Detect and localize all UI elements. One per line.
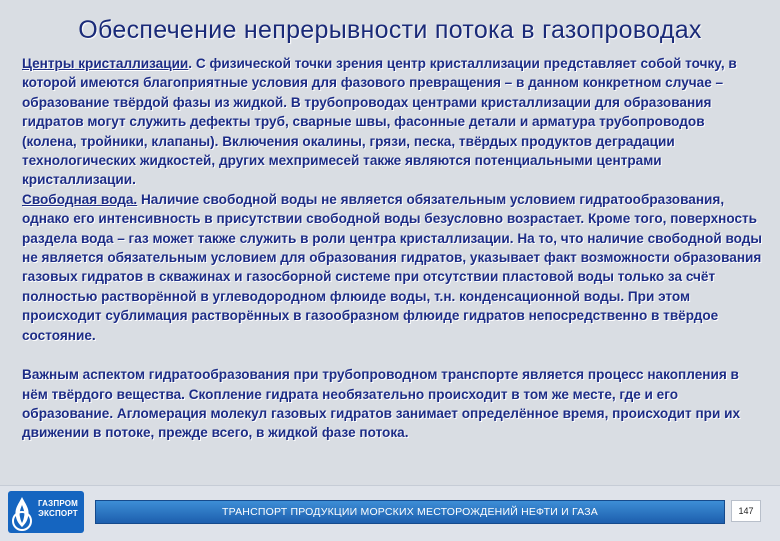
- slide-body: [22, 54, 762, 443]
- paragraph-accumulation: Важным аспектом гидратообразования при трубопроводном транспорте является процесс накопления в нём твёрдого вещества. Скопление гидрата необязательно происходит в том же месте, где и его образование. Агломерация молекул газовых гидратов занимает определённое время, происходит при их движении в потоке, прежде всего, в жидкой фазе потока.: [22, 367, 741, 441]
- footer-caption: ТРАНСПОРТ ПРОДУКЦИИ МОРСКИХ МЕСТОРОЖДЕНИЙ НЕФТИ И ГАЗА: [221, 506, 599, 518]
- paragraph-text: . С физической точки зрения центр кристаллизации представляет собой точку, в которой имеются благоприятные условия для фазового превращения – в данном конкретном случае – образование твёрдой фазы из жидкой. В трубопроводах центрами кристаллизации для образования гидратов могут служить дефекты труб, сварные швы, фасонные детали и арматура трубопроводов (колена, тройники, клапаны). Включения окалины, грязи, песка, твёрдых продуктов деградации технологических жидкостей, других мехпримесей также являются потенциальными центрами кристаллизации.: [22, 56, 737, 188]
- footer-caption-bar: [95, 500, 725, 524]
- slide-title: Обеспечение непрерывности потока в газопроводах: [78, 16, 702, 44]
- paragraph-text: Наличие свободной воды не является обязательным условием гидратообразования, однако его интенсивность в присутствии свободной воды безусловно возрастает. Кроме того, поверхность раздела вода – газ может также служить в роли центра кристаллизации. На то, что наличие свободной воды не является обязательным условием для образования гидратов, указывает факт возможности образования газовых гидратов в скважинах и газосборной системе при отсутствии пластовой воды только за счёт полностью растворённой в углеводородном флюиде воды, т.н. конденсационной воды. При этом происходит сублимация растворённых в газообразном флюиде гидратов непосредственно в твёрдое состояние.: [22, 191, 762, 343]
- company-logo: [8, 491, 84, 533]
- paragraph-free-water: [22, 190, 762, 345]
- paragraph-crystallization-centers: [22, 54, 762, 190]
- logo-line-1: ГАЗПРОМ: [37, 499, 79, 508]
- logo-text: [36, 499, 80, 519]
- term-crystallization-centers: Центры кристаллизации: [22, 56, 189, 71]
- page-number: 147: [731, 500, 761, 522]
- term-free-water: Свободная вода.: [22, 191, 138, 207]
- logo-line-2: ЭКСПОРТ: [38, 509, 78, 518]
